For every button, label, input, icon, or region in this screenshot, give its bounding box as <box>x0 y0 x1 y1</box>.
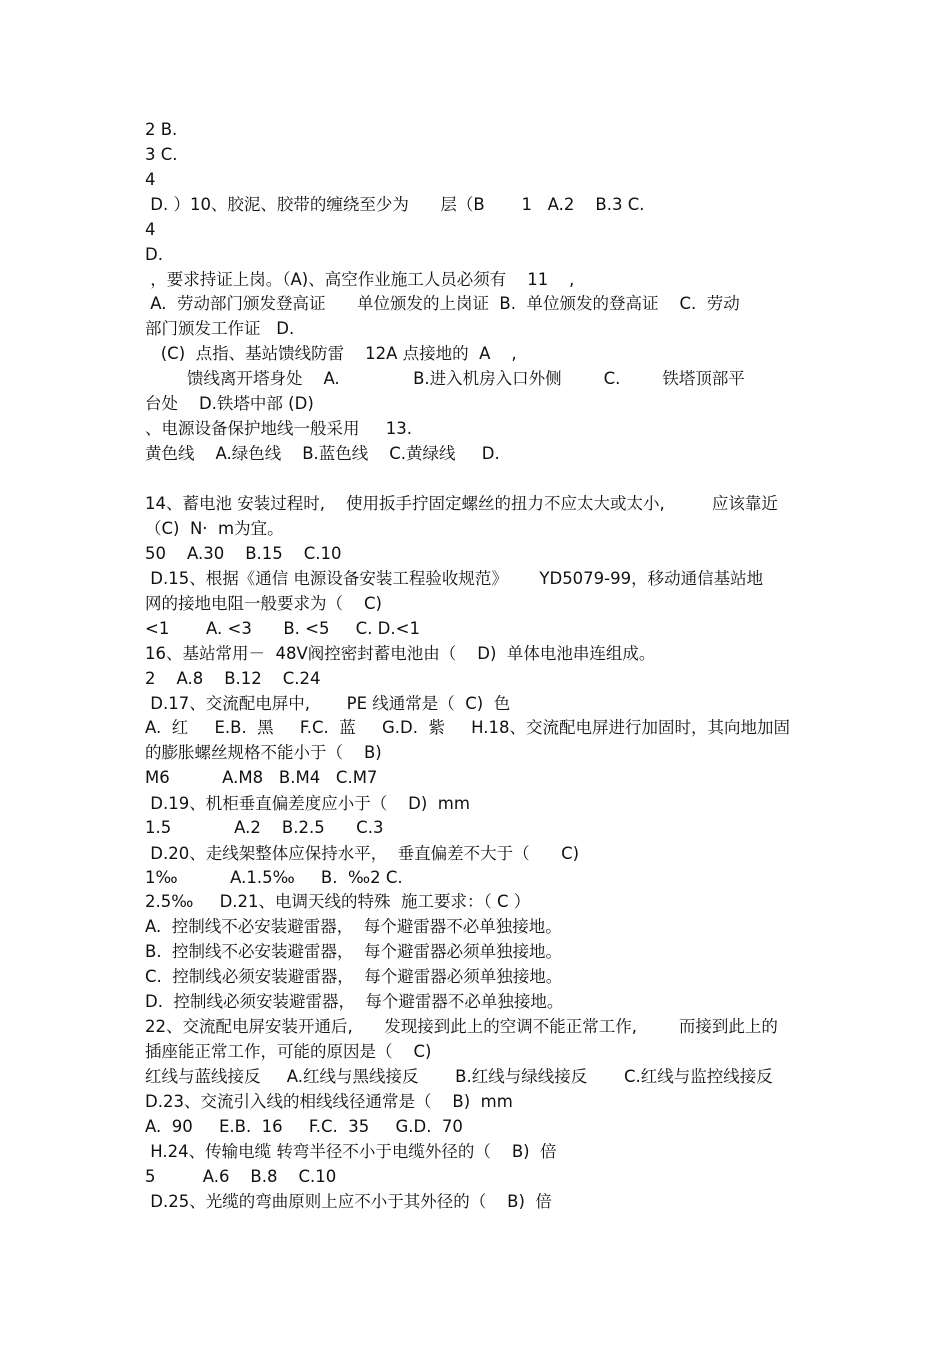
text-line: D.15、根据《通信 电源设备安装工程验收规范》 YD5079-99，移动通信基站地 <box>145 569 764 588</box>
text-line: 4 <box>145 170 156 189</box>
text-line: B. 控制线不必安装避雷器， 每个避雷器必须单独接地。 <box>145 942 563 961</box>
text-line: A. 控制线不必安装避雷器， 每个避雷器不必单独接地。 <box>145 917 562 936</box>
text-line: 馈线离开塔身处 A. B.进入机房入口外侧 C. 铁塔顶部平 <box>145 369 745 388</box>
text-line: 3 C. <box>145 145 178 164</box>
text-line: D.20、走线架整体应保持水平， 垂直偏差不大于（ C) <box>145 844 580 863</box>
text-line: 1.5 A.2 B.2.5 C.3 <box>145 818 384 837</box>
text-line: H.24、传输电缆 转弯半径不小于电缆外径的（ B) 倍 <box>145 1142 557 1161</box>
text-line: M6 A.M8 B.M4 C.M7 <box>145 768 378 787</box>
text-line: 1‰ A.1.5‰ B. ‰2 C. <box>145 868 403 887</box>
text-line: 14、蓄电池 安装过程时, 使用扳手拧固定螺丝的扭力不应太大或太小, 应该靠近 <box>145 494 778 513</box>
text-line: 网的接地电阻一般要求为（ C) <box>145 594 382 613</box>
text-line: ，要求持证上岗。（A)、高空作业施工人员必须有 11 , <box>145 270 575 289</box>
text-line: 4 <box>145 220 156 239</box>
text-line: D. 控制线必须安装避雷器， 每个避雷器不必单独接地。 <box>145 992 564 1011</box>
text-line: (C) 点指、基站馈线防雷 12A 点接地的 A , <box>145 344 517 363</box>
text-line <box>145 467 825 491</box>
text-line: 的膨胀螺丝规格不能小于（ B) <box>145 743 382 762</box>
text-line: 16、基站常用－ 48V阀控密封蓄电池由（ D) 单体电池串连组成。 <box>145 644 656 663</box>
text-line: 2 A.8 B.12 C.24 <box>145 669 321 688</box>
text-line: 台处 D.铁塔中部 (D) <box>145 394 314 413</box>
text-line: D. <box>145 245 163 264</box>
text-line: D.25、光缆的弯曲原则上应不小于其外径的（ B) 倍 <box>145 1192 552 1211</box>
text-line: D. ）10、胶泥、胶带的缠绕至少为 层（B 1 A.2 B.3 C. <box>145 195 645 214</box>
text-line: <1 A. <3 B. <5 C. D.<1 <box>145 619 420 638</box>
text-line: 50 A.30 B.15 C.10 <box>145 544 342 563</box>
text-line: 部门颁发工作证 D. <box>145 319 295 338</box>
text-line: 插座能正常工作，可能的原因是（ C) <box>145 1042 432 1061</box>
text-line: A. 90 E.B. 16 F.C. 35 G.D. 70 <box>145 1117 463 1136</box>
text-line: （C) N· m为宜。 <box>145 519 284 538</box>
text-line: C. 控制线必须安装避雷器， 每个避雷器必须单独接地。 <box>145 967 563 986</box>
text-line: 2.5‰ D.21、电调天线的特殊 施工要求：（ C ） <box>145 892 531 911</box>
text-line: 22、交流配电屏安装开通后, 发现接到此上的空调不能正常工作, 而接到此上的 <box>145 1017 778 1036</box>
text-line: 、电源设备保护地线一般采用 13. <box>145 419 412 438</box>
text-line: D.23、交流引入线的相线线径通常是（ B) mm <box>145 1092 513 1111</box>
text-line: D.17、交流配电屏中, PE 线通常是（ C) 色 <box>145 694 511 713</box>
text-line: 黄色线 A.绿色线 B.蓝色线 C.黄绿线 D. <box>145 444 500 463</box>
text-line: D.19、机柜垂直偏差度应小于（ D) mm <box>145 794 470 813</box>
text-line: 5 A.6 B.8 C.10 <box>145 1167 337 1186</box>
text-line: 红线与蓝线接反 A.红线与黑线接反 B.红线与绿线接反 C.红线与监控线接反 <box>145 1067 773 1086</box>
text-line: A. 红 E.B. 黑 F.C. 蓝 G.D. 紫 H.18、交流配电屏进行加固时，其向地加固 <box>145 718 791 737</box>
text-line: 2 B. <box>145 120 178 139</box>
text-line: A. 劳动部门颁发登高证 单位颁发的上岗证 B. 单位颁发的登高证 C. 劳动 <box>145 294 740 313</box>
